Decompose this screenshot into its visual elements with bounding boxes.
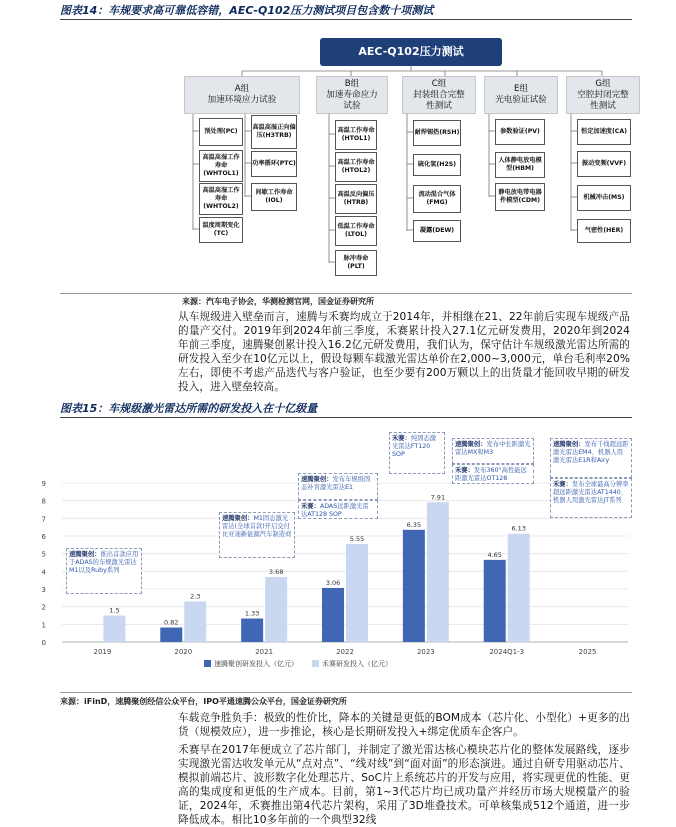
figure15-title: 图表15：车规级激光雷达所需的研发投入在十亿级量 <box>60 402 318 415</box>
group-c-label: C组 封装组合完整 性测试 <box>413 78 465 111</box>
test-item-ptc: 功率循环(PTC) <box>251 151 297 177</box>
annotation-2021-robosense <box>219 512 295 558</box>
y-tick-label: 0 <box>41 639 46 647</box>
annotation-head: 禾赛： <box>553 481 572 488</box>
y-tick-label: 3 <box>41 586 46 594</box>
x-tick-label: 2022 <box>336 648 354 656</box>
y-tick-label: 8 <box>41 497 46 506</box>
annotation-2022-hesai <box>298 500 378 519</box>
group-e-box <box>484 76 558 114</box>
group-g-box <box>566 76 640 114</box>
annotation-head: 速腾聚创： <box>553 441 585 448</box>
x-tick-label: 2019 <box>93 648 112 656</box>
group-a-box <box>184 76 300 114</box>
bar-value-label: 1.5 <box>109 606 120 615</box>
annotation-text: 发布全球最高分辨率超远距激光雷达AT1440、机器人用激光雷达JT系列 <box>553 481 629 504</box>
test-item-htol2: 高温工作寿命(HTOL2) <box>335 152 377 182</box>
bar <box>403 530 425 642</box>
bar-value-label: 1.33 <box>244 609 260 618</box>
paragraph-hesai-chips <box>178 743 630 827</box>
annotation-2024-robosense <box>452 438 534 464</box>
bar-value-label: 0.82 <box>164 618 179 627</box>
figure15-title-rule <box>60 417 632 418</box>
test-item-hbm: 人体静电放电模型(HBM) <box>495 152 545 178</box>
bar <box>427 502 449 642</box>
y-tick-label: 9 <box>41 480 46 488</box>
annotation-2022-robosense <box>298 473 378 500</box>
x-tick-label: 2025 <box>578 648 597 656</box>
bar-value-label: 4.65 <box>487 550 502 559</box>
annotation-2025-hesai <box>550 478 632 518</box>
test-item-htrb: 高温反向偏压(HTRB) <box>335 184 377 214</box>
annotation-head: 速腾聚创： <box>222 515 254 522</box>
test-item-whtol1: 高温高湿工作寿命(WHTOL1) <box>199 150 243 182</box>
group-a-label: A组 加速环境应力试验 <box>207 84 277 105</box>
annotation-text: ADAS远距激光雷达AT128 SOP <box>301 503 369 518</box>
test-item-dew: 凝露(DEW) <box>413 220 461 242</box>
figure15-bottom-rule <box>60 692 632 693</box>
annotation-2025-robosense <box>550 438 632 478</box>
figure14-bottom-rule <box>60 293 632 294</box>
annotation-2023-hesai <box>389 432 445 474</box>
test-item-iol: 间歇工作寿命(IOL) <box>251 183 297 211</box>
legend-label: 速腾聚创研发投入（亿元） <box>214 660 298 668</box>
annotation-2024-hesai <box>452 464 534 484</box>
test-item-ms: 机械冲击(MS) <box>577 185 631 211</box>
group-e-label: E组 光电验证试验 <box>495 84 547 105</box>
annotation-head: 禾赛： <box>392 435 411 442</box>
bar <box>241 619 263 642</box>
paragraph-1-text: 从车规级进入壁垒而言，速腾与禾赛均成立于2014年，并相继在21、22年前后实现车规级产品的量产交付。2019年到2024年前三季度，禾赛累计投入27.1亿元研发费用，2020年到2024年前三季度，速腾聚创累计投入16.2亿元研发费用，我们认为，保守估计车规级激光雷达所需的研发投入至少在10亿元以上，假设每颗车载激光雷达单价在2,000~3,000元，单台毛利率20%左右，即使不考虑产品迭代与客户验证，也至少要有200万颗以上的出货量才能回收早期的研发投入，进入壁垒较高。 <box>178 311 630 393</box>
test-item-ca: 恒定加速度(CA) <box>577 119 631 145</box>
test-item-fmg: 流动混合气体(FMG) <box>413 185 461 213</box>
legend-swatch <box>312 660 319 667</box>
test-item-rsh: 耐焊锡热(RSH) <box>413 120 461 146</box>
paragraph-3-text: 禾赛早在2017年便成立了芯片部门，并制定了激光雷达核心模块芯片化的整体发展路线，逐步实现激光雷达收发单元从“点对点”、“线对线”到“面对面”的形态演进。通过自研专用驱动芯片、模拟前端芯片、波形数字化处理芯片、SoC片上系统芯片的开发与应用，将实现更优的性能、更高的集成度和更低的生产成本。目前，第1~3代芯片均已成功量产并经历市场大规模量产的验证，2024年，禾赛推出第4代芯片架构，采用了3D堆叠技术。可单核集成512个通道，进一步降低成本。相比10多年前的一个典型32线 <box>178 744 630 826</box>
annotation-text: 发布千线超远距激光雷达EM4、机器人用激光雷达E1R和Airy <box>553 441 629 464</box>
y-tick-label: 2 <box>41 603 46 612</box>
annotation-head: 速腾聚创： <box>301 476 333 483</box>
annotation-head: 速腾聚创： <box>69 551 101 558</box>
bar-value-label: 3.06 <box>325 578 341 587</box>
x-tick-label: 2024Q1-3 <box>489 648 525 656</box>
group-c-box <box>402 76 476 114</box>
bar <box>508 534 530 642</box>
test-item-tc: 温度周期变化(TC) <box>199 217 243 243</box>
annotation-head: 速腾聚创： <box>455 441 487 448</box>
y-tick-label: 4 <box>41 568 46 577</box>
annotation-text: 发布车规级固态补盲激光雷达E1 <box>301 476 371 491</box>
bar-value-label: 6.35 <box>406 520 422 529</box>
y-tick-label: 6 <box>41 533 46 541</box>
org-root-box: AEC-Q102压力测试 <box>320 38 502 66</box>
legend-swatch <box>204 660 211 667</box>
test-item-htol1: 高温工作寿命(HTOL1) <box>335 120 377 150</box>
y-tick-label: 7 <box>41 515 46 524</box>
bar <box>103 616 125 643</box>
bar-value-label: 6.13 <box>511 524 526 533</box>
test-item-h2s: 硫化氢(H2S) <box>413 154 461 176</box>
test-item-pc: 预处理(PC) <box>199 118 243 146</box>
x-tick-label: 2020 <box>174 648 193 656</box>
figure14-title: 图表14：车规要求高可靠低容错，AEC-Q102压力测试项目包含数十项测试 <box>60 4 434 17</box>
bar-value-label: 7.91 <box>430 493 446 502</box>
legend-label: 禾赛研发投入（亿元） <box>322 660 392 668</box>
test-item-h3trb: 高温高湿正向偏压(H3TRB) <box>251 115 297 149</box>
x-tick-label: 2023 <box>416 648 435 656</box>
figure15-source: 来源：iFinD，速腾聚创经信公众平台，IPO平通速腾公众平台，国金证券研究所 <box>60 697 347 706</box>
test-item-her: 气密性(HER) <box>577 219 631 243</box>
annotation-head: 禾赛： <box>455 467 474 474</box>
paragraph-rnd-barrier <box>178 310 630 394</box>
group-b-box <box>316 76 388 114</box>
annotation-2019-robosense <box>66 548 142 594</box>
test-item-whtol2: 高温高湿工作寿命(WHTOL2) <box>199 183 243 215</box>
annotation-text: 发布中长距激光雷达MX和M3 <box>455 441 531 456</box>
annotation-text: 推出首款应用于ADAS的车规激光雷达M1以及Ruby系列 <box>69 551 139 574</box>
x-tick-label: 2021 <box>255 648 274 656</box>
bar-value-label: 5.55 <box>349 534 365 543</box>
annotation-text: M1固态激光雷达(全球首款)开启交付比亚迪新能源汽车制造商 <box>222 515 292 538</box>
test-item-ltol: 低温工作寿命(LTOL) <box>335 216 377 246</box>
bar <box>322 588 344 642</box>
bar <box>265 577 287 642</box>
figure14-source: 来源：汽车电子协会，华测检测官网，国金证券研究所 <box>182 297 374 306</box>
y-tick-label: 5 <box>41 550 46 559</box>
test-item-pv: 参数验证(PV) <box>495 119 545 145</box>
test-item-plt: 脉冲寿命(PLT) <box>335 250 377 276</box>
test-item-cdm: 静电放电带电器件模型(CDM) <box>495 183 545 211</box>
bar-value-label: 3.68 <box>268 567 284 576</box>
annotation-head: 禾赛： <box>301 503 320 510</box>
annotation-text: 发布360°高性能远距激光雷达OT128 <box>455 467 527 482</box>
test-item-vvf: 振动变频(VVF) <box>577 151 631 177</box>
annotation-text: 纯固态激光雷达FT120 SOP <box>392 435 437 458</box>
group-b-label: B组 加速寿命应力 试验 <box>326 78 378 111</box>
bar <box>160 628 182 642</box>
group-g-label: G组 空腔封闭完整 性测试 <box>577 78 629 111</box>
bar-value-label: 2.3 <box>190 592 201 601</box>
paragraph-competition <box>178 711 630 739</box>
y-tick-label: 1 <box>41 621 46 630</box>
bar <box>184 601 206 642</box>
bar <box>484 560 506 642</box>
bar <box>346 544 368 642</box>
paragraph-2-text: 车载竞争胜负手：极致的性价比，降本的关键是更低的BOM成本（芯片化、小型化）+更多的出货（规模效应），进一步推论，核心是长期研发投入+绑定优质车企客户。 <box>178 712 630 738</box>
